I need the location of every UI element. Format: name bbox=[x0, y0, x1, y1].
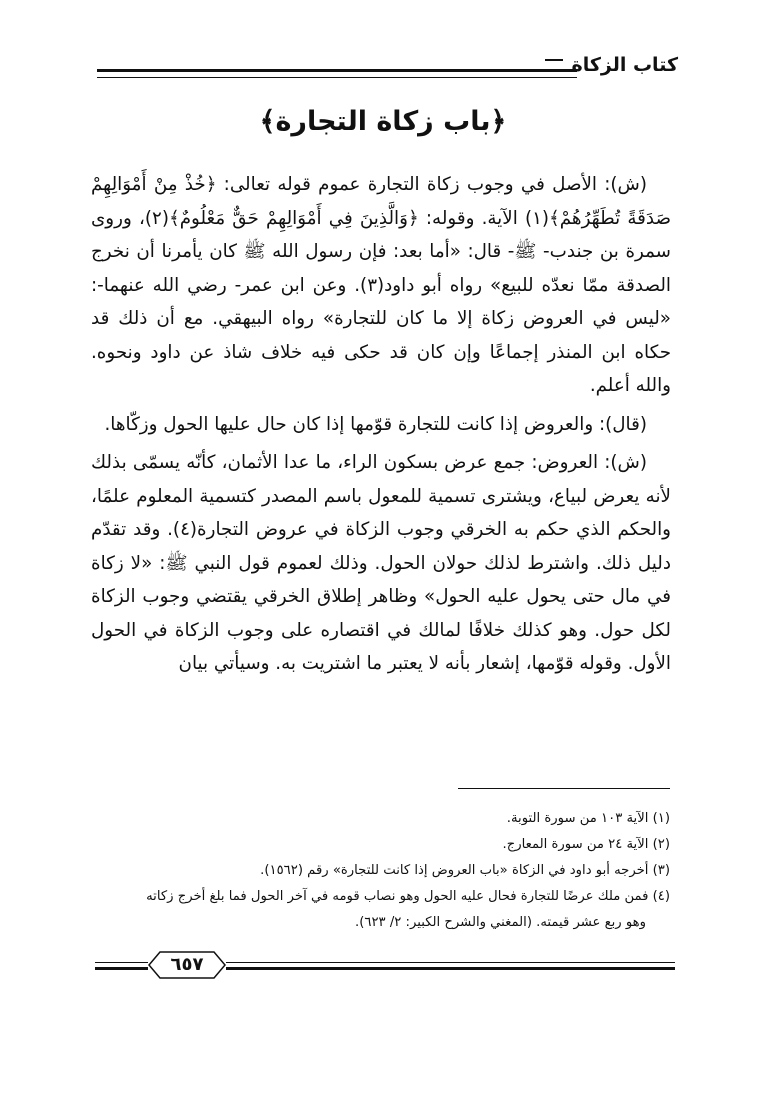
paragraph: (ش): العروض: جمع عرض بسكون الراء، ما عدا الأثمان، كأنّه يسمّى بذلك لأنه يعرض لبياع، ويشترى تسمية للمعول باسم المصدر كتسمية المعلوم علمًا، والحكم الذي حكم به الخرقي وجوب الزكاة في عروض التجارة(٤). وقد تقدّم دليل ذلك. واشترط لذلك حولان الحول. وذلك لعموم قول النبي ﷺ: «لا زكاة في مال حتى يحول عليه الحول» وظاهر إطلاق الخرقي يقتضي وجوب الزكاة لكل حول. وهو كذلك خلافًا لمالك في اقتصاره على وجوب الزكاة في الحول الأول. وقوله قوّمها، إشعار بأنه لا يعتبر ما اشتريت به. وسيأتي بيان bbox=[91, 452, 671, 674]
header-rule bbox=[97, 69, 577, 78]
main-text bbox=[91, 168, 671, 686]
footnotes bbox=[90, 806, 670, 936]
footnote: (٤) فمن ملك عرضًا للتجارة فحال عليه الحول وهو نصاب قومه في آخر الحول فما بلغ أخرج زكاته bbox=[146, 889, 670, 904]
footnote: (١) الآية ١٠٣ من سورة التوبة. bbox=[506, 811, 670, 826]
paragraph: (ش): الأصل في وجوب زكاة التجارة عموم قوله تعالى: ﴿خُذْ مِنْ أَمْوَالِهِمْ صَدَقَةً تُطَهِّرُهُمْ﴾(١) الآية. وقوله: ﴿وَالَّذِينَ فِي أَمْوَالِهِمْ حَقٌّ مَعْلُومٌ﴾(٢)، وروى سمرة بن جندب- ﷺ- قال: «أما بعد: فإن رسول الله ﷺ كان يأمرنا أن نخرج الصدقة ممّا نعدّه للبيع» رواه أبو داود(٣). وعن ابن عمر- رضي الله عنهما-: «ليس في العروض زكاة إلا ما كان للتجارة» رواه البيهقي. مع أن ذلك قد حكاه ابن المنذر إجماعًا وإن كان قد حكى فيه خلاف شاذ عن داود ونحوه. والله أعلم. bbox=[91, 174, 672, 396]
footnote: (٣) أخرجه أبو داود في الزكاة «باب العروض إذا كانت للتجارة» رقم (١٥٦٢). bbox=[260, 863, 670, 878]
page-number-badge bbox=[148, 951, 226, 979]
paragraph: (قال): والعروض إذا كانت للتجارة قوّمها إذا كان حال عليها الحول وزكّاها. bbox=[104, 413, 647, 435]
footnote: (٢) الآية ٢٤ من سورة المعارج. bbox=[502, 837, 670, 852]
running-title: كتاب الزكاة bbox=[571, 54, 678, 76]
page-number: ٦٥٧ bbox=[170, 954, 204, 975]
chapter-title: ﴿باب زكاة التجارة﴾ bbox=[259, 106, 507, 137]
footnote-separator bbox=[458, 788, 670, 789]
footnote-continuation: وهو ربع عشر قيمته. (المغني والشرح الكبير: ٢/ ٦٢٣). bbox=[355, 915, 646, 930]
